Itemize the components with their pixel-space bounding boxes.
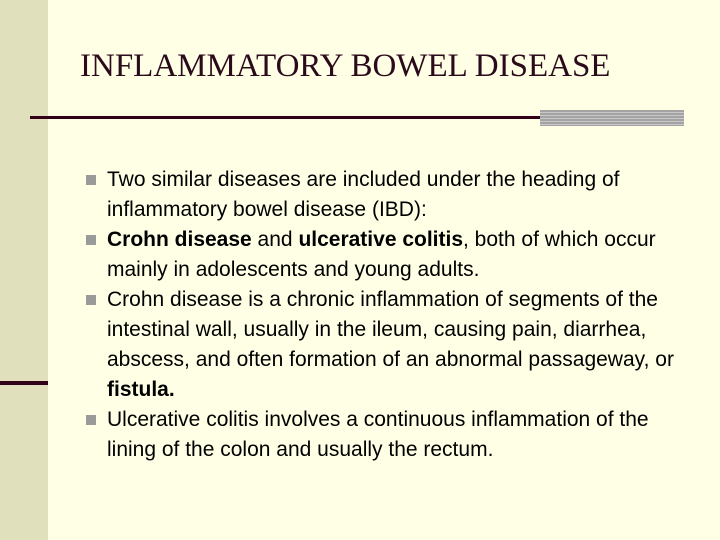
title-underline-accent: [540, 110, 684, 126]
square-bullet-icon: [86, 415, 96, 425]
bullet-item: [84, 225, 690, 285]
square-bullet-icon: [86, 175, 96, 185]
bullet-item: [84, 165, 690, 225]
bullet-text: , both of which occur mainly in adolescents and young adults.: [107, 228, 656, 281]
bullet-text: Ulcerative colitis involves a continuous inflammation of the lining of the colon and usually the rectum.: [107, 408, 649, 461]
slide-title: INFLAMMATORY BOWEL DISEASE: [80, 48, 611, 84]
bullet-text: and: [251, 228, 299, 251]
bullet-item: [84, 285, 690, 405]
bullet-item: [84, 405, 690, 465]
bullet-term-ulcerative-colitis: ulcerative colitis: [298, 228, 464, 251]
bullet-list: [84, 165, 690, 465]
bullet-term-fistula: fistula.: [107, 378, 175, 401]
left-decorative-band: [0, 0, 48, 540]
square-bullet-icon: [86, 295, 96, 305]
left-accent-bar: [0, 381, 48, 385]
bullet-text: Two similar diseases are included under the heading of inflammatory bowel disease (IBD):: [107, 168, 620, 221]
bullet-text: Crohn disease is a chronic inflammation of segments of the intestinal wall, usually in the ileum, causing pain, diarrhea, abscess, and often formation of an abnormal passageway, or: [107, 288, 674, 371]
square-bullet-icon: [86, 235, 96, 245]
bullet-term-crohn: Crohn disease: [107, 228, 252, 251]
